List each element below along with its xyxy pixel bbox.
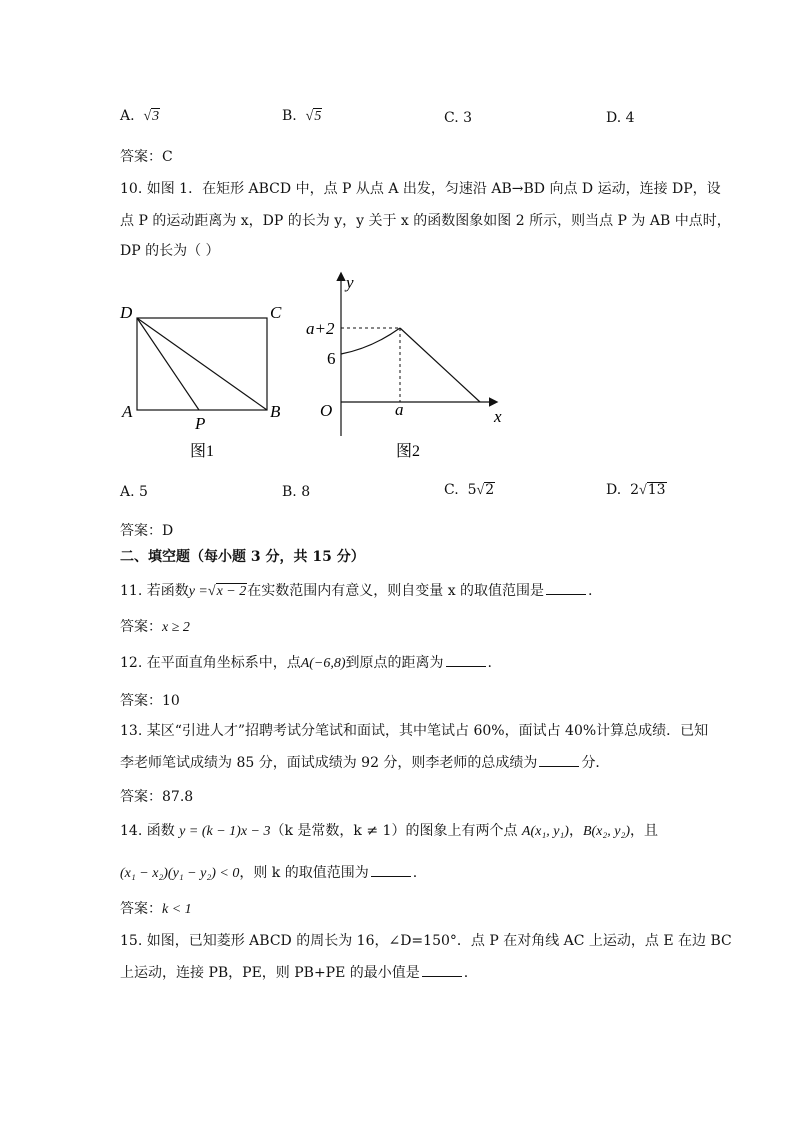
q10-line1: 10. 如图 1．在矩形 ABCD 中，点 P 从点 A 出发，匀速沿 AB→BD 向点 D 运动，连接 DP，设 [120, 181, 721, 197]
q9-option-b: B. √5 [282, 108, 322, 124]
q13-line1: 13. 某区“引进人才”招聘考试分笔试和面试，其中笔试占 60%，面试占 40%计算总成绩．已知 [120, 723, 709, 739]
q10-answer: 答案：D [120, 523, 174, 539]
caption-figure-2: 图2 [396, 443, 421, 460]
sqrt-symbol: √ [207, 584, 216, 599]
label-p: P [195, 414, 206, 433]
q9-answer: 答案：C [120, 149, 173, 165]
sqrt-symbol: √ [476, 483, 485, 498]
label-origin: O [320, 401, 333, 420]
curve-segment [341, 328, 400, 354]
q9-option-a: A. √3 [120, 108, 160, 124]
label-c: C [270, 303, 282, 322]
section-2-title: 二、填空题（每小题 3 分，共 15 分） [120, 549, 365, 565]
label-b: B [270, 402, 281, 421]
q13-answer: 答案：87.8 [120, 789, 194, 805]
q14-line2: (x₁ − x₂)(y₁ − y₂) < 0，则 k 的取值范围为 . [120, 865, 418, 881]
q10-option-b: B. 8 [282, 484, 311, 500]
label-a: A [122, 402, 133, 421]
q11-question: 11. 若函数y =√x − 2在实数范围内有意义，则自变量 x 的取值范围是 . [120, 583, 593, 599]
q13-line2: 李老师笔试成绩为 85 分，面试成绩为 92 分，则李老师的总成绩为 分． [120, 755, 610, 771]
q15-line2: 上运动，连接 PB，PE，则 PB+PE 的最小值是 . [120, 965, 469, 981]
label-x: x [494, 407, 502, 426]
answer-blank [539, 754, 579, 767]
sqrt-symbol: √ [305, 109, 314, 124]
label-six: 6 [327, 349, 336, 368]
answer-blank [422, 964, 462, 977]
label-a-plus-2: a+2 [306, 319, 335, 338]
caption-figure-1: 图1 [190, 443, 215, 460]
answer-blank [371, 864, 411, 877]
figure-1-rectangle [110, 296, 300, 466]
q10-line2: 点 P 的运动距离为 x，DP 的长为 y，y 关于 x 的函数图象如图 2 所示，则当点 P 为 AB 中点时， [120, 213, 731, 229]
label-d: D [120, 303, 133, 322]
segment-dp [137, 318, 199, 410]
q11-answer: 答案：x ≥ 2 [120, 619, 190, 635]
q12-question: 12. 在平面直角坐标系中，点A(−6,8)到原点的距离为 . [120, 655, 492, 671]
q9-option-c: C. 3 [444, 110, 473, 126]
q10-option-a: A. 5 [120, 484, 148, 500]
sqrt-symbol: √ [639, 483, 647, 498]
q14-line1: 14. 函数 y = (k − 1)x − 3（k 是常数，k ≠ 1）的图象上有两个点 A(x₁, y₁)，B(x₂, y₂)，且 [120, 823, 658, 839]
q12-answer: 答案：10 [120, 693, 180, 709]
q10-option-d: D. 2√13 [606, 482, 666, 498]
q10-option-c: C. 5√2 [444, 482, 495, 498]
figure-2-graph [300, 268, 520, 466]
label-y: y [346, 273, 354, 292]
q15-line1: 15. 如图，已知菱形 ABCD 的周长为 16，∠D=150°．点 P 在对角线 AC 上运动，点 E 在边 BC [120, 933, 732, 949]
q9-option-d: D. 4 [606, 110, 635, 126]
answer-blank [546, 582, 586, 595]
sqrt-symbol: √ [143, 109, 152, 124]
q14-answer: 答案：k < 1 [120, 901, 192, 917]
label-a-tick: a [395, 400, 404, 419]
answer-blank [446, 654, 486, 667]
q10-line3: DP 的长为（ ） [120, 243, 220, 259]
line-segment [400, 328, 480, 402]
segment-db [137, 318, 267, 410]
